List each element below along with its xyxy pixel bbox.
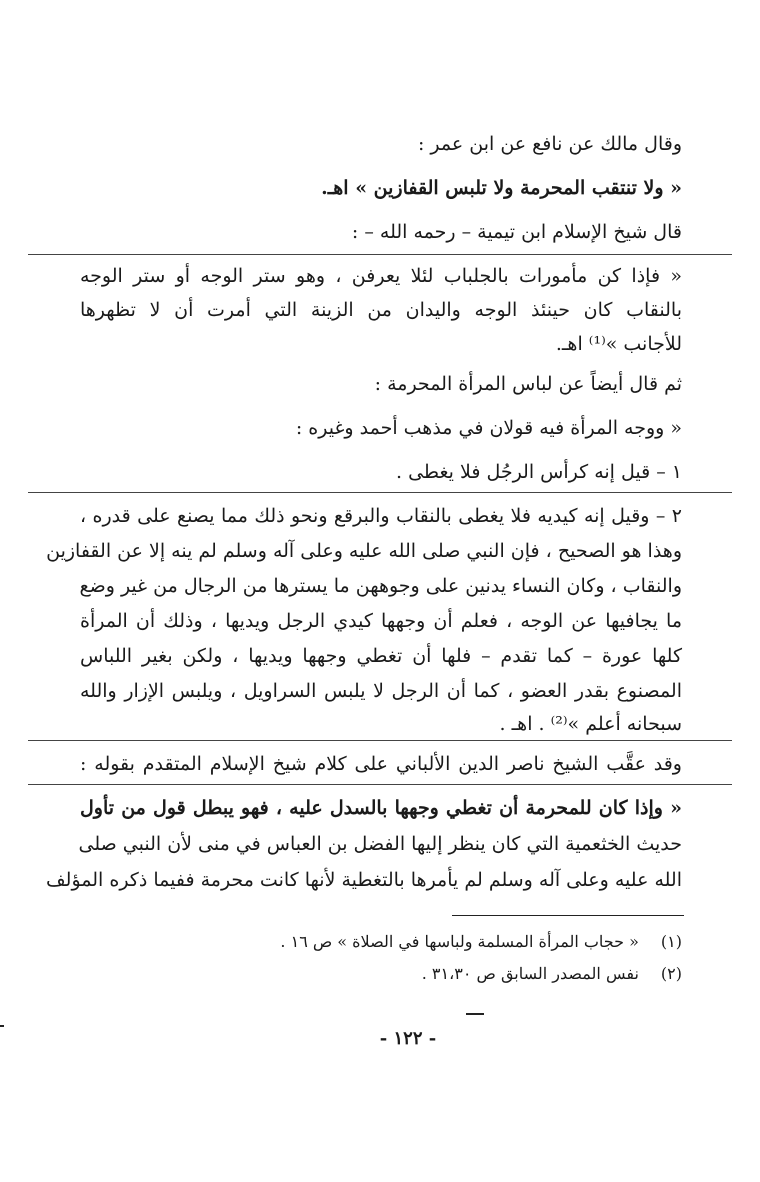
footnote-text: نفس المصدر السابق ص ٣١،٣٠ . — [421, 964, 639, 983]
edge-mark — [0, 1025, 4, 1027]
text-line-12: والنقاب ، وكان النساء يدنين على وجوههن ما يسترها من الرجال من غير وضع — [79, 575, 682, 597]
footnote-number: (٢) — [660, 964, 682, 983]
text-line-6: للأجانب »⁽¹⁾ اهـ. — [555, 333, 682, 355]
footnote-number: (١) — [660, 932, 682, 951]
text-line-9: ١ – قيل إنه كرأس الرجُل فلا يغطى . — [395, 461, 682, 483]
text-line-16: سبحانه أعلم »⁽²⁾ . اهـ . — [499, 713, 682, 735]
footnote-1 — [280, 930, 682, 954]
text-line-4: « فإذا كن مأمورات بالجلباب لئلا يعرفن ، وهو ستر الوجه أو ستر الوجه — [80, 265, 682, 287]
text-line-17: وقد عقَّب الشيخ ناصر الدين الألباني على كلام شيخ الإسلام المتقدم بقوله : — [80, 753, 682, 775]
text-line-8: « ووجه المرأة فيه قولان في مذهب أحمد وغيره : — [295, 417, 682, 439]
text-line-15: المصنوع بقدر العضو ، كما أن الرجل لا يلبس السراويل ، ويلبس الإزار والله — [80, 680, 682, 702]
text-line-10: ٢ – وقيل إنه كيديه فلا يغطى بالنقاب والبرقع ونحو ذلك مما يصنع على قدره ، — [80, 505, 682, 527]
text-line-3: قال شيخ الإسلام ابن تيمية – رحمه الله – : — [351, 221, 682, 243]
footnote-2 — [422, 962, 682, 986]
text-line-13: ما يجافيها عن الوجه ، فعلم أن وجهها كيدي الرجل ويديها ، وذلك أن المرأة — [80, 610, 682, 632]
text-line-19: حديث الخثعمية التي كان ينظر إليها الفضل بن العباس في منى لأن النبي صلى — [78, 833, 682, 855]
text-line-2: « ولا تنتقب المحرمة ولا تلبس القفازين » اهـ. — [321, 177, 682, 199]
page-number: - ١٢٢ - — [379, 1028, 437, 1049]
text-line-5: بالنقاب كان حينئذ الوجه واليدان من الزينة التي أمرت أن لا تظهرها — [80, 299, 682, 321]
text-line-1: وقال مالك عن نافع عن ابن عمر : — [417, 133, 682, 155]
footnote-text: « حجاب المرأة المسلمة ولباسها في الصلاة » ص ١٦ . — [280, 932, 639, 951]
text-line-11: وهذا هو الصحيح ، فإن النبي صلى الله عليه وعلى آله وسلم لم ينه إلا عن القفازين — [46, 540, 682, 562]
text-line-14: كلها عورة – كما تقدم – فلها أن تغطي وجهها ويديها ، ولكن بغير اللباس — [80, 645, 682, 667]
decorative-dash — [466, 1013, 484, 1015]
footnote-rule — [452, 915, 684, 916]
text-line-18: « وإذا كان للمحرمة أن تغطي وجهها بالسدل عليه ، فهو يبطل قول من تأول — [80, 797, 682, 819]
text-line-20: الله عليه وعلى آله وسلم لم يأمرها بالتغطية لأنها كانت محرمة ففيما ذكره المؤلف — [46, 869, 682, 891]
text-line-7: ثم قال أيضاً عن لباس المرأة المحرمة : — [374, 373, 682, 395]
